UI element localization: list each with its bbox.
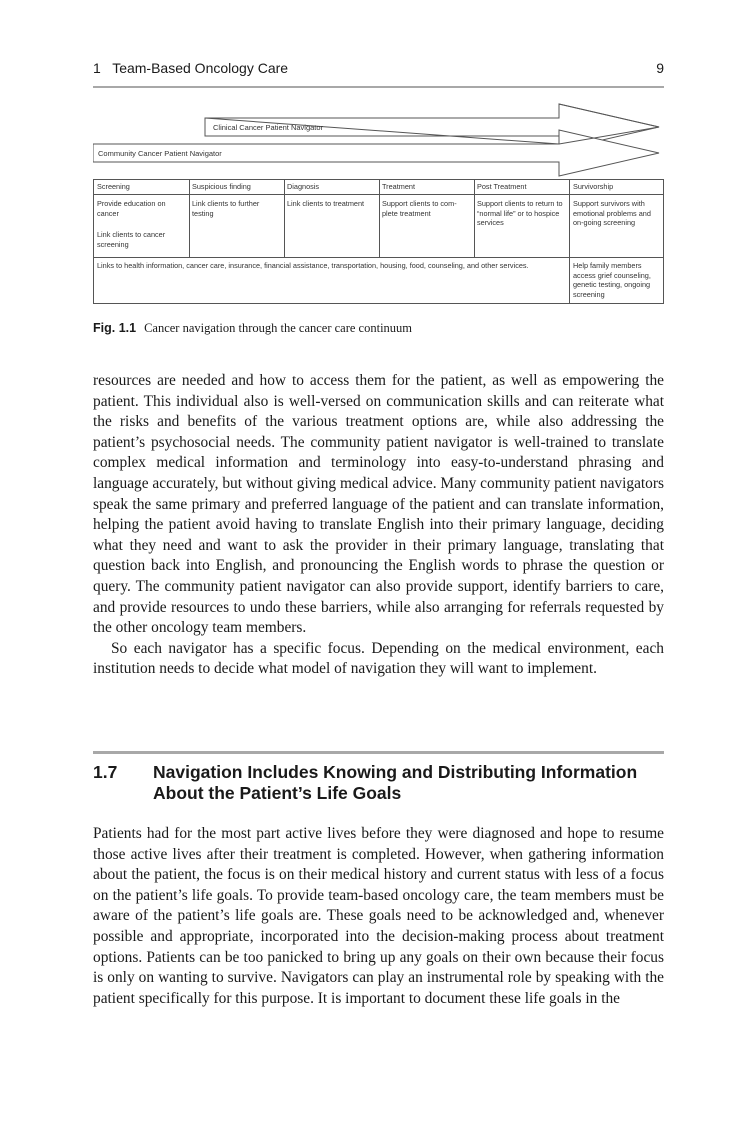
table-rule xyxy=(474,180,475,257)
table-rule xyxy=(189,180,190,257)
screening-education: Provide education on cancer xyxy=(97,199,166,218)
section-title: Navigation Includes Knowing and Distributing Information About the Patient’s Life Goals xyxy=(153,762,638,803)
table-rule xyxy=(379,180,380,257)
stage-header: Diagnosis xyxy=(287,182,320,191)
post-treatment-cell: Support clients to return to “normal life” or to hospice services xyxy=(477,199,563,227)
figure-caption xyxy=(93,321,412,336)
screening-link: Link clients to cancer screening xyxy=(97,230,166,249)
stage-header: Screening xyxy=(97,182,130,191)
paragraph: So each navigator has a specific focus. Depending on the medical environment, each institution needs to decide what model of navigation they will want to implement. xyxy=(93,639,664,678)
survivorship-cell: Support survivors with emotional problems and on-going screening xyxy=(573,199,651,227)
services-links-cell: Links to health information, cancer care, insurance, financial assistance, transportation, housing, food, counseling, and other services. xyxy=(97,261,529,270)
suspicious-finding-cell: Link clients to further testing xyxy=(192,199,260,218)
page-number: 9 xyxy=(656,60,664,76)
chapter-title: 1 Team-Based Oncology Care xyxy=(93,60,289,76)
diagnosis-cell: Link clients to treatment xyxy=(287,199,365,208)
section-heading xyxy=(93,762,664,804)
body-text-lower xyxy=(93,824,664,1009)
header-rule xyxy=(93,86,664,88)
family-support-cell: Help family members access grief counseling, genetic testing, ongoing screening xyxy=(573,261,651,299)
clinical-navigator-label: Clinical Cancer Patient Navigator xyxy=(213,123,324,132)
stage-header: Survivorship xyxy=(573,182,614,191)
body-text-upper xyxy=(93,371,664,680)
community-navigator-label: Community Cancer Patient Navigator xyxy=(98,149,222,158)
table-rule xyxy=(284,180,285,257)
treatment-cell: Support clients to com-plete treatment xyxy=(382,199,457,218)
table-rule xyxy=(94,257,664,258)
section-rule xyxy=(93,751,664,754)
stage-table xyxy=(93,179,664,304)
running-head xyxy=(93,60,664,76)
figure-navigation-diagram xyxy=(93,100,665,306)
section-number: 1.7 xyxy=(93,762,118,782)
stage-header: Post Treatment xyxy=(477,182,527,191)
paragraph: Patients had for the most part active lives before they were diagnosed and hope to resume those active lives after their treatment is completed. However, when gathering information about the patient, the focus is on their medical history and current status with less of a focus on the patient’s life goals. To provide team-based oncology care, the team members must be aware of the patient’s life goals are. These goals need to be acknowledged and, whenever possible and appropriate, incorporated into the decision-making process about treatment options. Patients can be too panicked to bring up any goals on their own because their focus is only on wanting to survive. Navigators can play an instrumental role by speaking with the patient specifically for this purpose. It is important to document these life goals in the xyxy=(93,825,664,1007)
table-rule xyxy=(569,180,570,303)
navigator-arrows xyxy=(93,100,665,180)
figure-caption-text: Cancer navigation through the cancer care continuum xyxy=(144,321,413,335)
paragraph: resources are needed and how to access them for the patient, as well as empowering the patient. This individual also is well-versed on communication skills and can reiterate what the risks and benefits of the various treatment options are, while also addressing the patient’s psychosocial needs. The community patient navigator is well-trained to translate complex medical information and terminology into easy-to-understand phrasing and language accurately, but without giving medical advice. Many community patient navigators speak the same primary and preferred language of the patient and can translate information, helping the patient avoid having to translate English into their primary language, deciding what they need and want to ask the provider in their primary language, translating that question back into English, and pronouncing the English words to phrase the question or query. The community patient navigator can also provide support, identify barriers to care, and provide resources to undo these barriers, while also arranging for referrals requested by the other oncology team members. xyxy=(93,372,664,637)
figure-label: Fig. 1.1 xyxy=(93,321,137,335)
stage-header: Treatment xyxy=(382,182,415,191)
stage-header: Suspicious finding xyxy=(192,182,251,191)
